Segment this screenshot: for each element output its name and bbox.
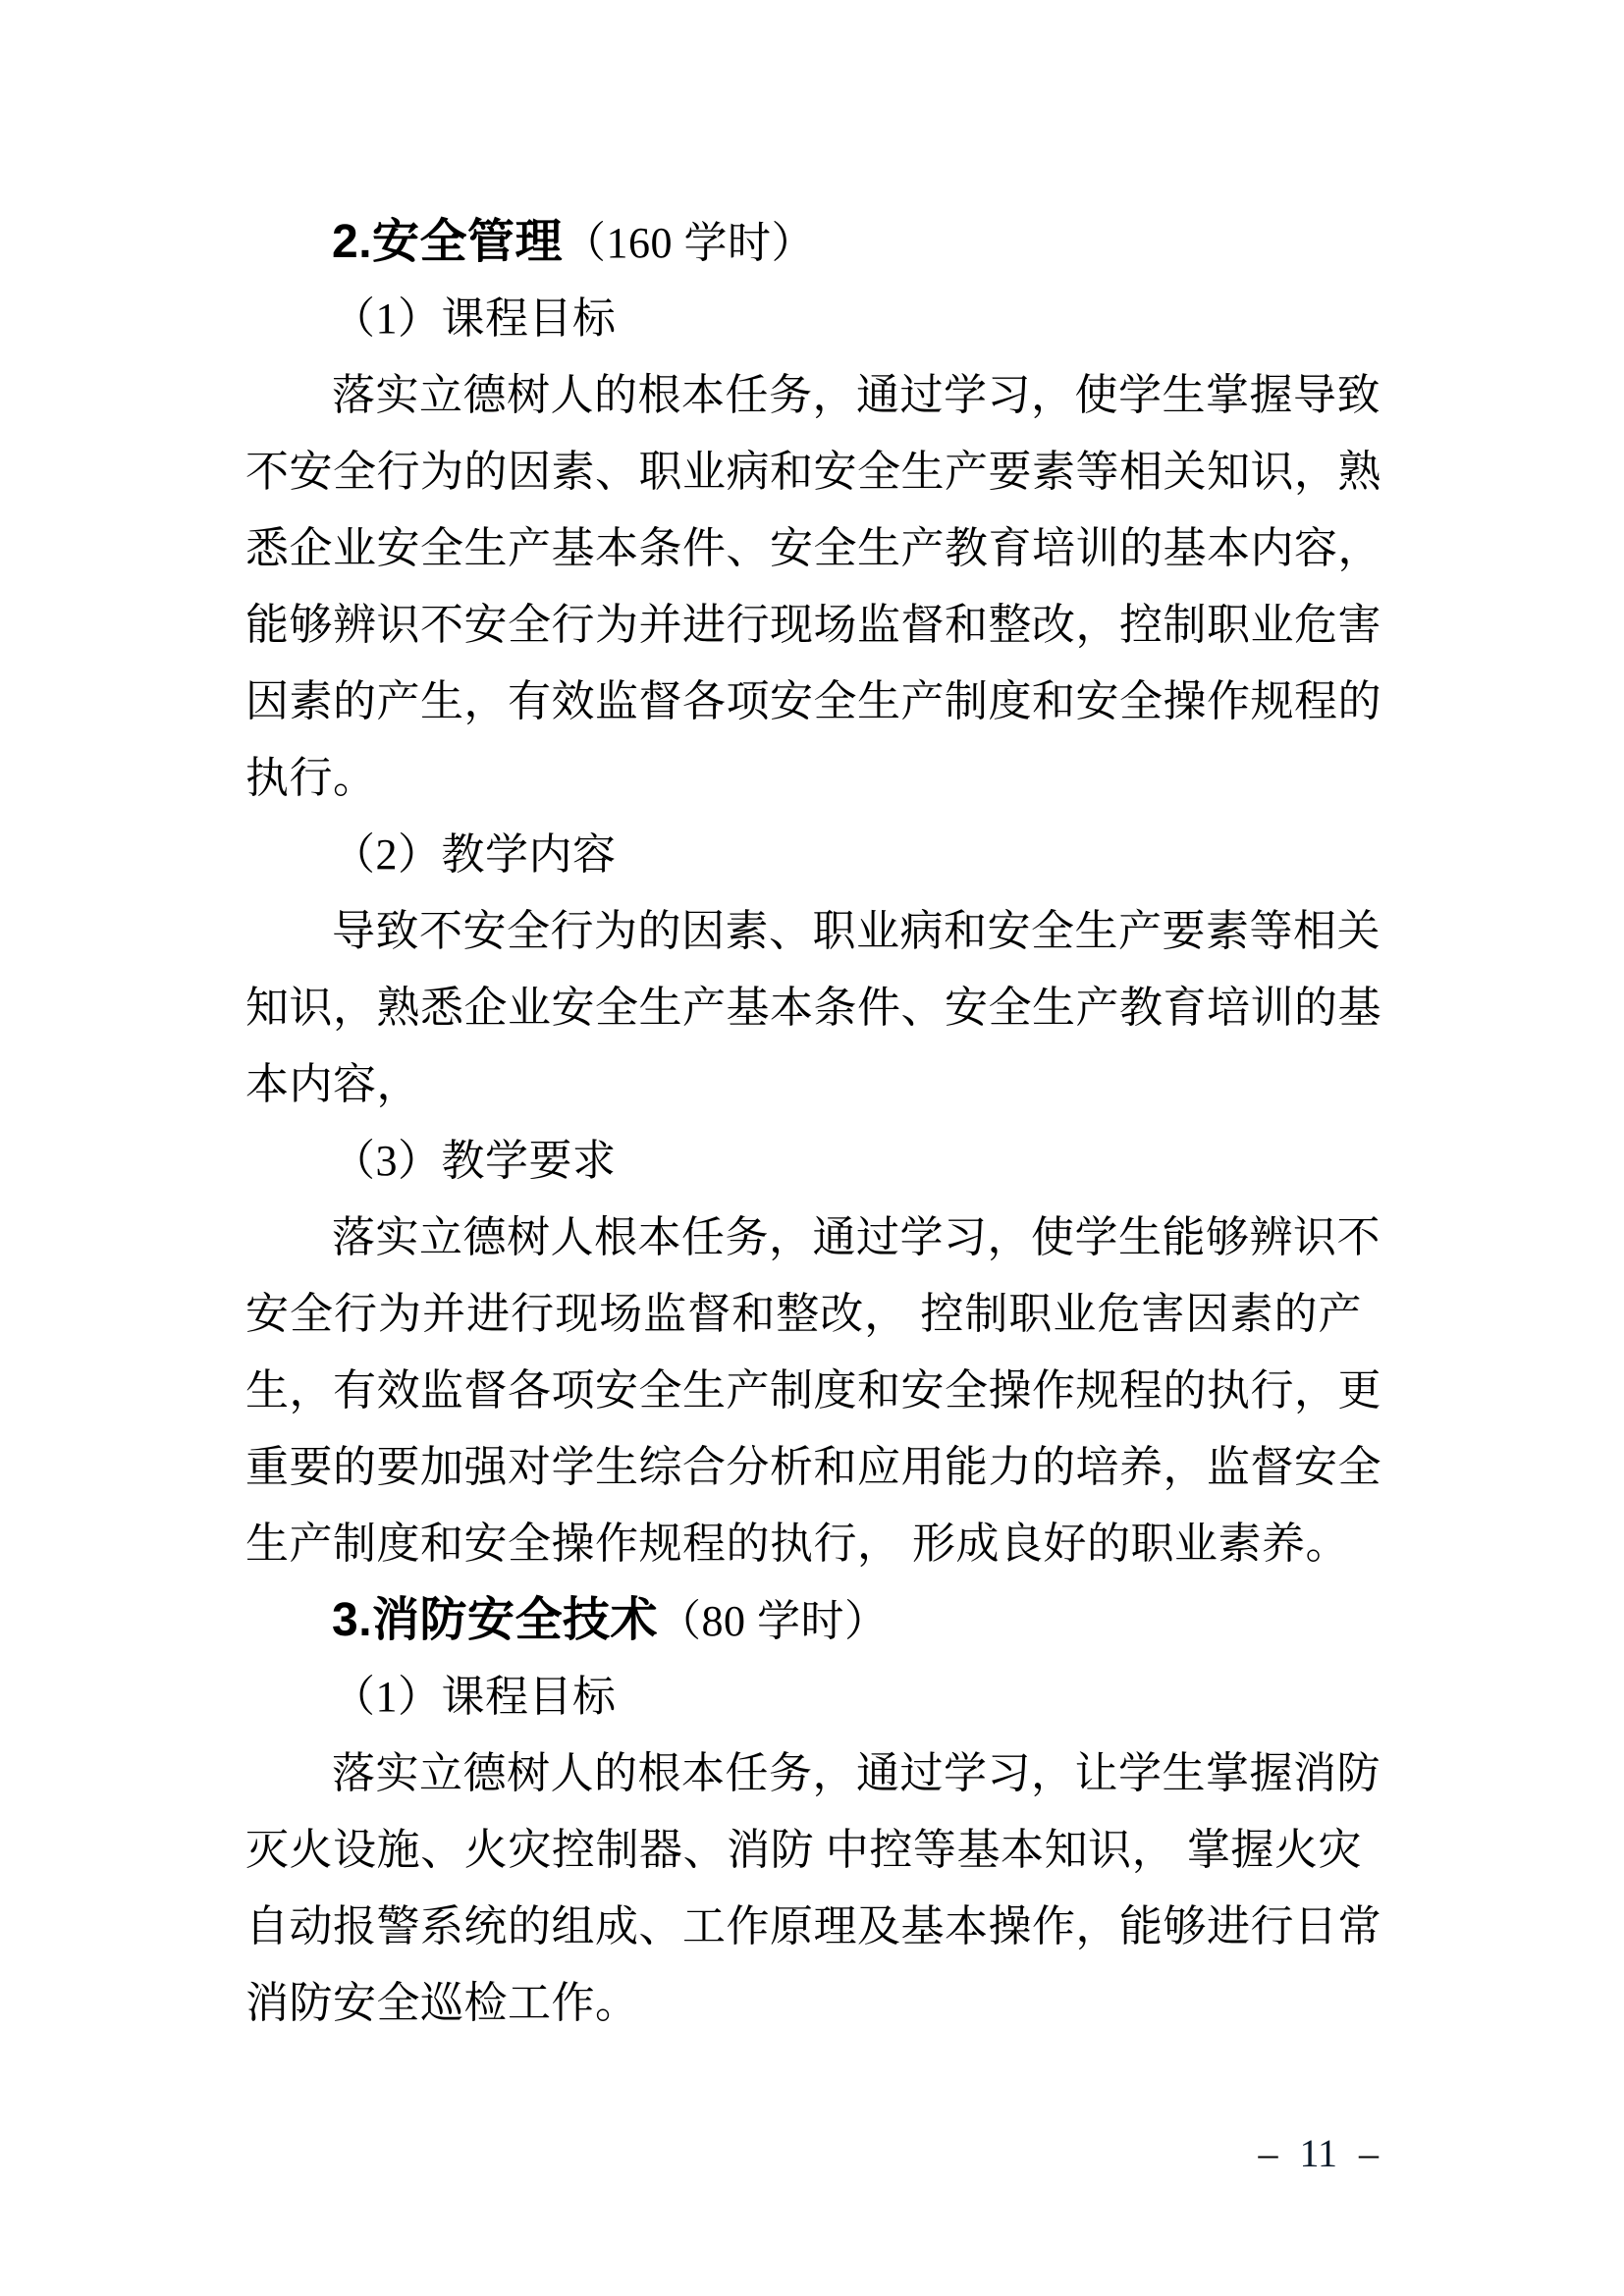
paragraph-line: 不安全行为的因素、职业病和安全生产要素等相关知识，熟 bbox=[245, 448, 1381, 496]
footer-dash-left: – bbox=[1258, 2131, 1278, 2175]
page-number: 11 bbox=[1299, 2131, 1337, 2175]
paragraph-line: 灭火设施、火灾控制器、消防 中控等基本知识， 掌握火灾 bbox=[245, 1826, 1362, 1874]
paragraph-line: 重要的要加强对学生综合分析和应用能力的培养，监督安全 bbox=[245, 1443, 1381, 1491]
section2-heading-hours: （160 学时） bbox=[563, 219, 816, 267]
document-body bbox=[245, 204, 1381, 2042]
section3-heading bbox=[245, 1582, 1362, 1659]
footer-dash-right: – bbox=[1359, 2131, 1379, 2175]
paragraph-line: 落实立德树人根本任务，通过学习，使学生能够辨识不 bbox=[332, 1213, 1380, 1261]
paragraph-line: 悉企业安全生产基本条件、安全生产教育培训的基本内容， bbox=[245, 524, 1381, 572]
page-footer bbox=[1258, 2132, 1379, 2175]
paragraph-line: 执行。 bbox=[245, 754, 377, 802]
section2-sub1-label: （1）课程目标 bbox=[332, 294, 617, 343]
paragraph-line: 导致不安全行为的因素、职业病和安全生产要素等相关 bbox=[332, 907, 1380, 955]
section3-heading-hours: （80 学时） bbox=[658, 1597, 889, 1645]
paragraph-line: 能够辨识不安全行为并进行现场监督和整改，控制职业危害 bbox=[245, 601, 1381, 649]
paragraph-line: 自动报警系统的组成、工作原理及基本操作，能够进行日常 bbox=[245, 1902, 1381, 1950]
section2-heading-title: 2.安全管理 bbox=[332, 216, 564, 268]
paragraph-line: 落实立德树人的根本任务，通过学习，使学生掌握导致 bbox=[332, 371, 1380, 419]
paragraph-line: 本内容， bbox=[245, 1060, 420, 1108]
section3-sub1-label: （1）课程目标 bbox=[332, 1673, 617, 1721]
paragraph-line: 知识，熟悉企业安全生产基本条件、安全生产教育培训的基 bbox=[245, 984, 1381, 1032]
paragraph-line: 落实立德树人的根本任务，通过学习，让学生掌握消防 bbox=[332, 1749, 1380, 1797]
paragraph-line: 消防安全巡检工作。 bbox=[245, 1979, 639, 2027]
section3-heading-title: 3.消防安全技术 bbox=[332, 1594, 659, 1646]
paragraph-line: 生，有效监督各项安全生产制度和安全操作规程的执行，更 bbox=[245, 1366, 1381, 1415]
section2-heading bbox=[245, 204, 1362, 281]
paragraph-line: 安全行为并进行现场监督和整改， 控制职业危害因素的产 bbox=[245, 1290, 1362, 1338]
section2-sub2-label: （2）教学内容 bbox=[332, 830, 617, 879]
section2-sub3-label: （3）教学要求 bbox=[332, 1137, 617, 1185]
paragraph-line: 生产制度和安全操作规程的执行， 形成良好的职业素养。 bbox=[245, 1520, 1349, 1568]
paragraph-line: 因素的产生，有效监督各项安全生产制度和安全操作规程的 bbox=[245, 677, 1381, 725]
